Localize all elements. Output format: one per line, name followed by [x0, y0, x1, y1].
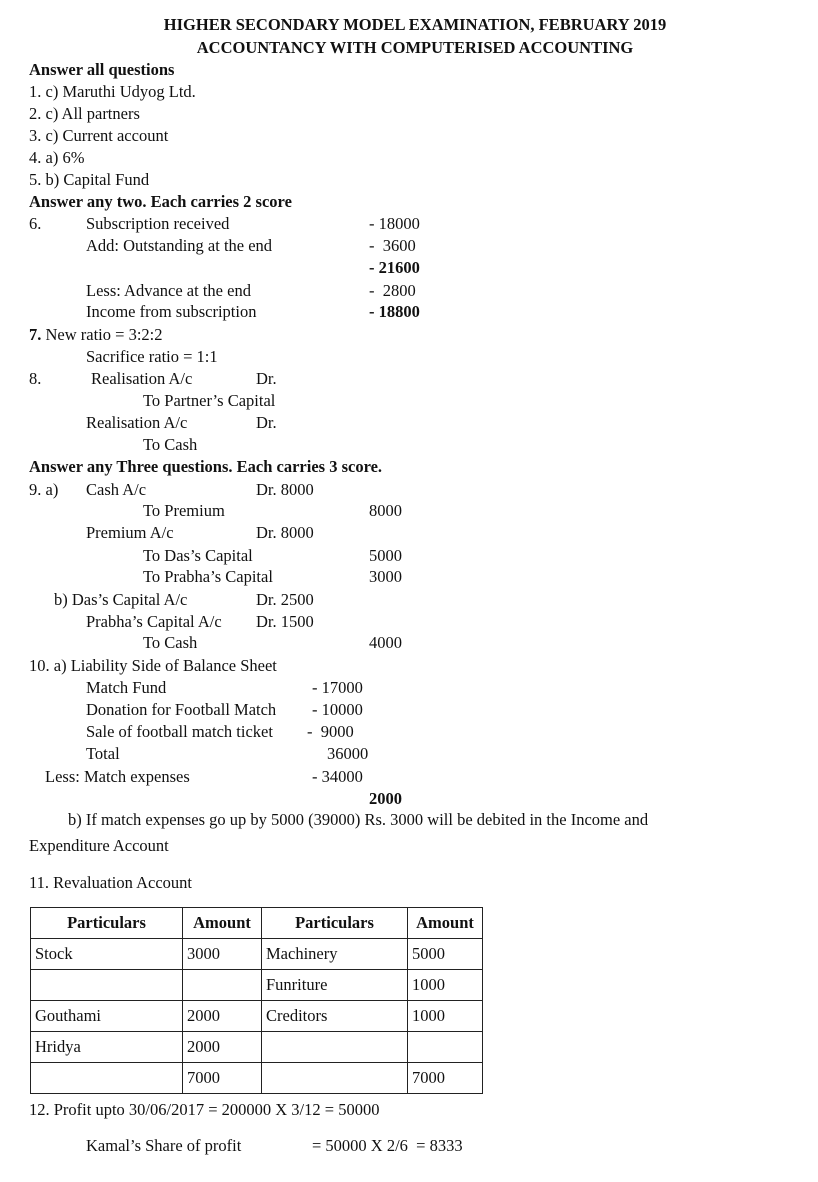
table-cell: Hridya [31, 1032, 183, 1063]
q9-line5-amount: 3000 [369, 567, 402, 586]
q9-line6: b) Das’s Capital A/c [54, 590, 188, 609]
table-cell: 1000 [408, 1001, 483, 1032]
answer-1: 1. c) Maruthi Udyog Ltd. [29, 82, 196, 101]
q8-line4: To Cash [143, 435, 198, 454]
part2-heading: Answer any two. Each carries 2 score [29, 192, 292, 211]
table-cell: Creditors [262, 1001, 408, 1032]
table-cell [262, 1032, 408, 1063]
q6-subscription-label: Subscription received [86, 214, 230, 233]
table-cell: 3000 [183, 939, 262, 970]
q8-line2: To Partner’s Capital [143, 391, 276, 410]
q6-subtotal-value: - 21600 [369, 258, 420, 277]
q6-outstanding-value: - 3600 [369, 236, 416, 255]
q8-line3-dr: Dr. [256, 413, 277, 432]
q9-line1-dr: Dr. 8000 [256, 480, 314, 499]
q10-total-label: Total [86, 744, 120, 763]
column-header: Amount [183, 908, 262, 939]
table-cell: 2000 [183, 1001, 262, 1032]
table-total-row [31, 1063, 483, 1094]
q6-number: 6. [29, 214, 42, 233]
q10-donation-label: Donation for Football Match [86, 700, 277, 719]
q8-number: 8. [29, 369, 42, 388]
q10-b-line2: Expenditure Account [29, 836, 169, 855]
q10-match-fund-label: Match Fund [86, 678, 167, 697]
q6-income-value: - 18800 [369, 302, 420, 321]
part1-heading: Answer all questions [29, 60, 175, 79]
exam-title: HIGHER SECONDARY MODEL EXAMINATION, FEBRUARY 2019 [163, 15, 667, 34]
table-cell: 7000 [408, 1063, 483, 1094]
q9-line1: Cash A/c [86, 480, 147, 499]
column-header: Particulars [262, 908, 408, 939]
q9-line7: Prabha’s Capital A/c [86, 612, 222, 631]
q9-line2-amount: 8000 [369, 501, 402, 520]
q7-new-ratio: New ratio = 3:2:2 [41, 325, 163, 344]
table-cell: 7000 [183, 1063, 262, 1094]
q10-donation-value: - 10000 [312, 700, 363, 719]
q8-line1-dr: Dr. [256, 369, 277, 388]
table-cell: Machinery [262, 939, 408, 970]
q7-number: 7. [29, 325, 42, 344]
table-cell [262, 1063, 408, 1094]
q10-match-fund-value: - 17000 [312, 678, 363, 697]
q12-kamal-value: = 50000 X 2/6 = 8333 [312, 1136, 463, 1155]
table-row [31, 939, 483, 970]
q6-advance-value: - 2800 [369, 281, 416, 300]
table-cell [183, 970, 262, 1001]
q9-line5: To Prabha’s Capital [143, 567, 273, 586]
table-cell: Funriture [262, 970, 408, 1001]
answer-4: 4. a) 6% [29, 148, 85, 167]
answer-5: 5. b) Capital Fund [29, 170, 150, 189]
q9-line8-amount: 4000 [369, 633, 402, 652]
q9-line4: To Das’s Capital [143, 546, 253, 565]
q9-line2: To Premium [143, 501, 225, 520]
table-cell: Gouthami [31, 1001, 183, 1032]
q10-total-value: 36000 [327, 744, 369, 763]
q10-ticket-value: - 9000 [307, 722, 354, 741]
q9-line3: Premium A/c [86, 523, 174, 542]
q10-ticket-label: Sale of football match ticket [86, 722, 273, 741]
q10-expenses-value: - 34000 [312, 767, 363, 786]
q8-line3: Realisation A/c [86, 413, 188, 432]
table-cell [31, 970, 183, 1001]
q6-outstanding-label: Add: Outstanding at the end [86, 236, 273, 255]
table-cell: 2000 [183, 1032, 262, 1063]
table-cell [31, 1063, 183, 1094]
part3-heading: Answer any Three questions. Each carries 3 score. [29, 457, 383, 476]
table-cell [408, 1032, 483, 1063]
q6-advance-label: Less: Advance at the end [86, 281, 251, 300]
q9-line6-dr: Dr. 2500 [256, 590, 314, 609]
answer-3: 3. c) Current account [29, 126, 169, 145]
q9-number: 9. a) [29, 480, 59, 499]
column-header: Particulars [31, 908, 183, 939]
subject-title: ACCOUNTANCY WITH COMPUTERISED ACCOUNTING [196, 38, 634, 57]
q7-sacrifice-ratio: Sacrifice ratio = 1:1 [86, 347, 218, 366]
q9-line4-amount: 5000 [369, 546, 402, 565]
q12-kamal-label: Kamal’s Share of profit [86, 1136, 242, 1155]
table-cell: Stock [31, 939, 183, 970]
q9-line8: To Cash [143, 633, 198, 652]
q8-line1: Realisation A/c [91, 369, 193, 388]
q12-line1: 12. Profit upto 30/06/2017 = 200000 X 3/12 = 50000 [29, 1100, 380, 1119]
table-row [31, 1032, 483, 1063]
q11-title: 11. Revaluation Account [29, 873, 192, 892]
table-cell: 5000 [408, 939, 483, 970]
table-header-row [31, 908, 483, 939]
table-row [31, 970, 483, 1001]
q10-intro: 10. a) Liability Side of Balance Sheet [29, 656, 277, 675]
q10-expenses-label: Less: Match expenses [45, 767, 190, 786]
q9-line3-dr: Dr. 8000 [256, 523, 314, 542]
q10-b-line1: b) If match expenses go up by 5000 (39000) Rs. 3000 will be debited in the Income and [68, 810, 649, 829]
column-header: Amount [408, 908, 483, 939]
revaluation-table [30, 907, 483, 1094]
q9-line7-dr: Dr. 1500 [256, 612, 314, 631]
table-cell: 1000 [408, 970, 483, 1001]
q10-balance-value: 2000 [369, 789, 402, 808]
answer-2: 2. c) All partners [29, 104, 140, 123]
q6-income-label: Income from subscription [86, 302, 257, 321]
table-row [31, 1001, 483, 1032]
q6-subscription-value: - 18000 [369, 214, 420, 233]
